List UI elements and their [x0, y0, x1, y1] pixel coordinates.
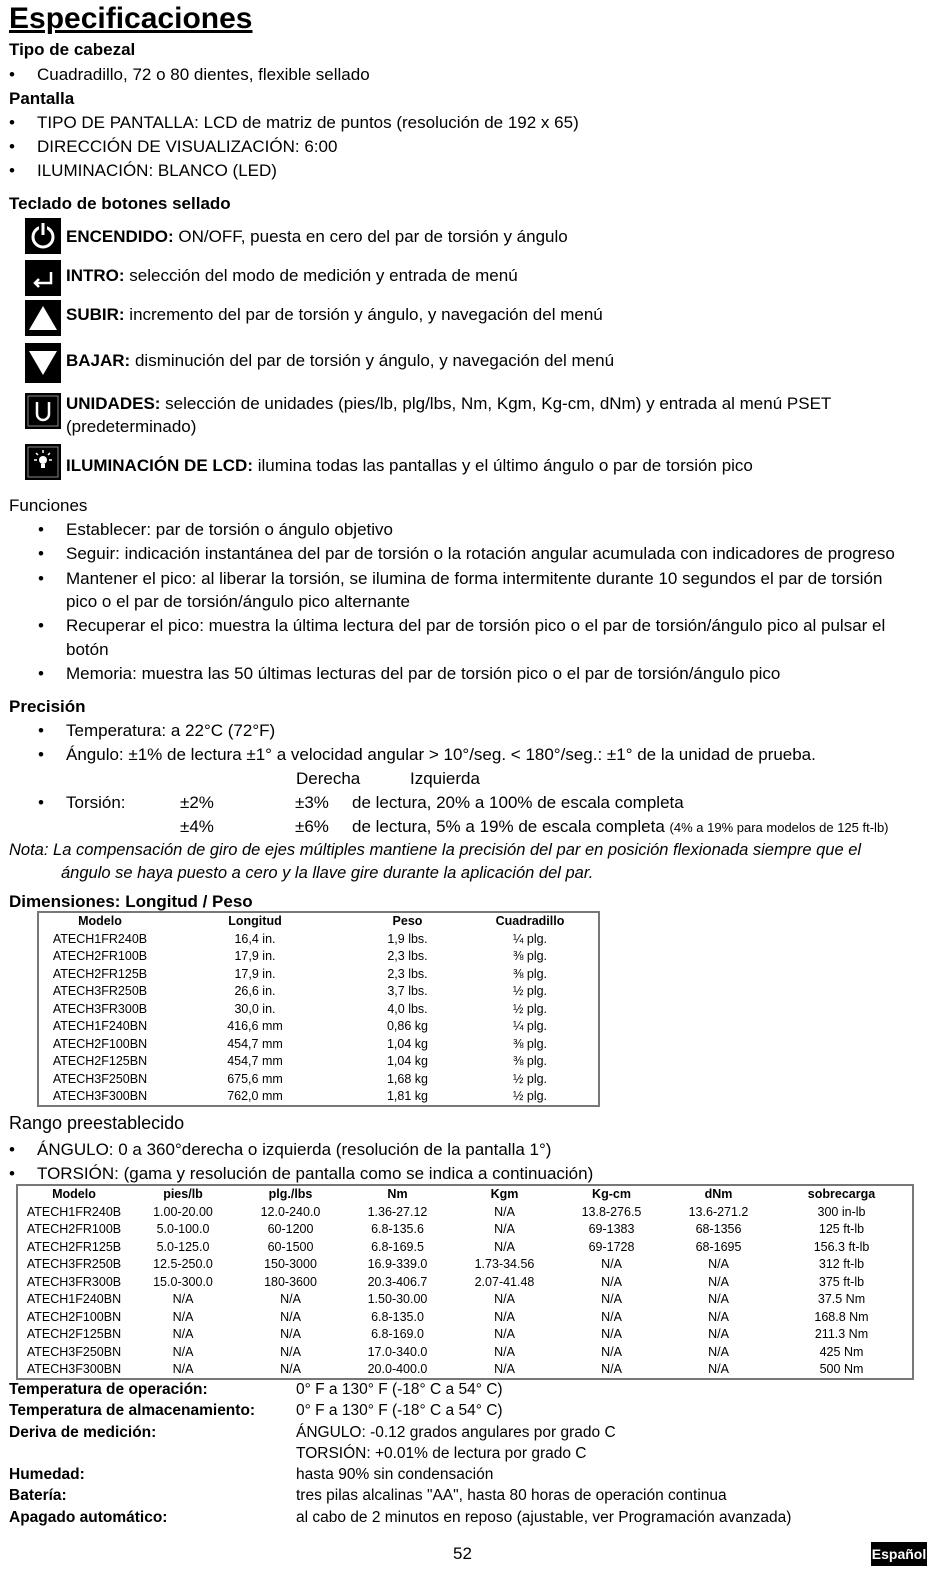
column-header: plg./lbs [268, 1187, 313, 1201]
torque-text-1: de lectura, 20% a 100% de escala completa [352, 793, 684, 812]
table-cell: 20.3-406.7 [367, 1274, 428, 1289]
list-item: • ÁNGULO: 0 a 360°derecha o izquierda (resolución de la pantalla 1°) [37, 1140, 551, 1160]
list-item: • Seguir: indicación instantánea del par de torsión o la rotación angular acumulada con indicadores de progreso [66, 544, 895, 564]
spec-label: Apagado automático: [9, 1509, 168, 1526]
table-cell: N/A [601, 1274, 622, 1289]
table-row [40, 966, 595, 984]
table-row [40, 1053, 595, 1071]
up-arrow-icon [25, 300, 61, 336]
list-item: • ILUMINACIÓN: BLANCO (LED) [37, 161, 277, 181]
table-cell: 156.3 ft-lb [813, 1239, 870, 1254]
head-type-heading: Tipo de cabezal [9, 40, 136, 59]
table-cell: ¼ plg. [512, 931, 548, 946]
table-cell: N/A [494, 1362, 515, 1376]
table-cell: 416,6 mm [227, 1019, 283, 1033]
down-arrow-icon [25, 343, 61, 383]
table-cell: 1.36-27.12 [367, 1204, 428, 1219]
table-cell: N/A [601, 1257, 622, 1271]
key-row-power: ENCENDIDO: ON/OFF, puesta en cero del par de torsión y ángulo [66, 227, 568, 246]
table-cell: 15.0-300.0 [153, 1274, 213, 1289]
table-cell: 762,0 mm [227, 1089, 283, 1103]
table-cell: 0,86 kg [386, 1019, 428, 1033]
table-cell: N/A [172, 1309, 194, 1324]
list-item: • Cuadradillo, 72 o 80 dientes, flexible sellado [37, 65, 370, 85]
table-cell: ½ plg. [512, 1001, 548, 1016]
table-header-row [19, 1186, 911, 1204]
table-row [40, 1018, 595, 1036]
table-cell: 1.73-34.56 [474, 1257, 535, 1271]
table-cell: ⅜ plg. [512, 949, 548, 963]
power-icon [25, 218, 61, 254]
table-cell: N/A [601, 1309, 622, 1324]
table-cell: 312 ft-lb [818, 1257, 865, 1271]
table-cell: 3,7 lbs. [387, 984, 428, 998]
table-header-row [40, 913, 595, 931]
table-row [19, 1344, 911, 1362]
dimensions-table [40, 913, 595, 1106]
table-cell: 12.5-250.0 [153, 1257, 213, 1271]
col-left-label: Izquierda [410, 769, 480, 788]
table-cell: 17,9 in. [234, 949, 276, 963]
table-cell: ATECH2F100BN [52, 1036, 148, 1051]
preset-table [19, 1186, 911, 1379]
table-cell: 180-3600 [264, 1274, 317, 1289]
table-cell: 4,0 lbs. [387, 1001, 428, 1016]
list-item: • Mantener el pico: al liberar la torsión, se ilumina de forma intermitente durante 10 segundos el par de torsión [66, 569, 882, 589]
torque-left-2: ±6% [295, 817, 329, 836]
table-cell: ATECH2F125BN [52, 1054, 148, 1068]
table-cell: 60-1500 [267, 1239, 314, 1254]
table-row [19, 1361, 911, 1379]
table-cell: ATECH2F125BN [26, 1327, 122, 1341]
table-cell: ATECH1F240BN [52, 1019, 148, 1033]
table-cell: N/A [280, 1362, 301, 1376]
table-cell: N/A [172, 1292, 194, 1306]
table-cell: 6.8-135.0 [371, 1309, 424, 1324]
table-cell: 6.8-135.6 [371, 1222, 424, 1236]
precision-heading: Precisión [9, 697, 86, 716]
table-cell: ATECH1FR240B [52, 931, 148, 946]
enter-icon [25, 260, 61, 296]
key-row-down: BAJAR: disminución del par de torsión y ángulo, y navegación del menú [66, 351, 615, 370]
table-cell: 1.00-20.00 [153, 1204, 213, 1219]
column-header: Kgm [490, 1187, 519, 1201]
torque-text-2: de lectura, 5% a 19% de escala completa (4% a 19% para modelos de 125 ft-lb) [352, 817, 889, 836]
table-row [40, 1036, 595, 1054]
note-line-2: ángulo se haya puesto a cero y la llave gire durante la aplicación del par. [61, 864, 594, 882]
table-row [40, 931, 595, 949]
table-cell: ATECH2FR100B [52, 949, 148, 963]
units-icon [25, 393, 61, 429]
table-cell: ⅜ plg. [512, 1054, 548, 1068]
spec-value: al cabo de 2 minutos en reposo (ajustable, ver Programación avanzada) [296, 1509, 792, 1526]
table-row [19, 1256, 911, 1274]
spec-label: Humedad: [9, 1466, 85, 1483]
table-cell: 16,4 in. [234, 931, 276, 946]
table-cell: ¼ plg. [512, 1019, 548, 1033]
column-header: sobrecarga [807, 1187, 876, 1201]
table-cell: 13.6-271.2 [688, 1204, 749, 1219]
table-cell: N/A [494, 1204, 515, 1219]
table-cell: 20.0-400.0 [367, 1362, 428, 1376]
table-cell: 6.8-169.5 [371, 1239, 424, 1254]
spec-label: Batería: [9, 1487, 67, 1504]
table-cell: ATECH3F250BN [26, 1344, 122, 1359]
torque-left-1: ±3% [295, 793, 329, 812]
spec-value: tres pilas alcalinas "AA", hasta 80 horas de operación continua [296, 1487, 727, 1504]
table-cell: ATECH1F240BN [26, 1292, 122, 1306]
table-cell: N/A [601, 1344, 622, 1359]
table-cell: 425 Nm [819, 1344, 864, 1359]
list-item: • DIRECCIÓN DE VISUALIZACIÓN: 6:00 [37, 137, 337, 157]
table-cell: 500 Nm [819, 1362, 864, 1376]
table-cell: ATECH2F100BN [26, 1309, 122, 1324]
column-header: pies/lb [163, 1187, 203, 1201]
spec-label: Deriva de medición: [9, 1424, 157, 1441]
table-cell: N/A [708, 1309, 729, 1324]
table-cell: ATECH2FR100B [26, 1222, 122, 1236]
table-cell: 375 ft-lb [818, 1274, 865, 1289]
table-cell: 1,04 kg [386, 1054, 428, 1068]
table-cell: N/A [494, 1292, 515, 1306]
key-row-up: SUBIR: incremento del par de torsión y ángulo, y navegación del menú [66, 305, 603, 324]
spec-label: Temperatura de operación: [9, 1381, 208, 1398]
display-heading: Pantalla [9, 89, 75, 108]
table-cell: N/A [494, 1309, 515, 1324]
table-cell: N/A [280, 1292, 301, 1306]
column-header: Nm [387, 1187, 408, 1201]
table-cell: 675,6 mm [227, 1071, 283, 1086]
table-cell: N/A [601, 1362, 622, 1376]
dimensions-heading: Dimensiones: Longitud / Peso [9, 892, 253, 911]
table-row [19, 1326, 911, 1344]
lcd-light-icon [25, 444, 61, 480]
table-cell: 17.0-340.0 [367, 1344, 428, 1359]
table-cell: N/A [172, 1327, 194, 1341]
table-cell: ATECH3FR250B [52, 984, 148, 998]
list-item: • Establecer: par de torsión o ángulo objetivo [66, 520, 393, 540]
key-row-units: UNIDADES: selección de unidades (pies/lb, plg/lbs, Nm, Kgm, Kg-cm, dNm) y entrada al menú PSET [66, 394, 832, 413]
table-row [19, 1274, 911, 1292]
table-cell: 454,7 mm [227, 1036, 283, 1051]
table-cell: N/A [280, 1344, 301, 1359]
table-cell: 26,6 in. [234, 984, 276, 998]
torque-right-2: ±4% [180, 817, 214, 836]
table-cell: 37.5 Nm [817, 1292, 866, 1306]
table-cell: ATECH3FR300B [52, 1001, 148, 1016]
table-cell: 6.8-169.0 [371, 1327, 424, 1341]
spec-value: TORSIÓN: +0.01% de lectura por grado C [296, 1445, 587, 1462]
table-cell: N/A [601, 1327, 622, 1341]
list-item: • Memoria: muestra las 50 últimas lecturas del par de torsión pico o el par de torsión/ángulo pico [66, 664, 780, 684]
table-row [19, 1239, 911, 1257]
table-cell: N/A [172, 1362, 194, 1376]
table-cell: N/A [708, 1344, 729, 1359]
table-cell: N/A [708, 1362, 729, 1376]
table-cell: 60-1200 [267, 1222, 314, 1236]
keypad-heading: Teclado de botones sellado [9, 194, 231, 213]
table-cell: 2,3 lbs. [387, 949, 428, 963]
table-cell: ½ plg. [512, 1089, 548, 1103]
table-cell: ⅜ plg. [512, 966, 548, 981]
table-cell: ATECH3F250BN [52, 1071, 148, 1086]
table-cell: N/A [708, 1327, 729, 1341]
table-cell: 30,0 in. [234, 1001, 276, 1016]
table-row [40, 1088, 595, 1106]
functions-heading: Funciones [9, 496, 88, 515]
spec-value: 0° F a 130° F (-18° C a 54° C) [296, 1381, 503, 1398]
key-row-units-cont: (predeterminado) [66, 417, 197, 436]
table-cell: ½ plg. [512, 984, 548, 998]
table-cell: ATECH3FR250B [26, 1257, 122, 1271]
table-cell: ATECH3FR300B [26, 1274, 122, 1289]
table-row [19, 1291, 911, 1309]
table-cell: 68-1695 [695, 1239, 742, 1254]
table-cell: N/A [494, 1239, 515, 1254]
table-cell: 454,7 mm [227, 1054, 283, 1068]
table-cell: 1,68 kg [386, 1071, 428, 1086]
table-row [40, 1071, 595, 1089]
table-cell: ATECH3F300BN [26, 1362, 122, 1376]
table-cell: 1.50-30.00 [367, 1292, 428, 1306]
table-cell: 211.3 Nm [814, 1327, 869, 1341]
table-cell: N/A [494, 1327, 515, 1341]
table-cell: N/A [280, 1309, 301, 1324]
table-cell: ATECH3F300BN [52, 1089, 148, 1103]
column-header: dNm [704, 1187, 733, 1201]
table-cell: 150-3000 [264, 1257, 317, 1271]
table-cell: ATECH2FR125B [26, 1239, 122, 1254]
list-item: • TIPO DE PANTALLA: LCD de matriz de puntos (resolución de 192 x 65) [37, 113, 579, 133]
language-badge: Español [871, 1542, 927, 1566]
table-row [40, 1001, 595, 1019]
column-header: Cuadradillo [495, 914, 565, 928]
table-cell: 300 in-lb [817, 1204, 866, 1219]
list-item: • TORSIÓN: (gama y resolución de pantalla como se indica a continuación) [37, 1164, 593, 1184]
table-cell: N/A [494, 1344, 515, 1359]
table-cell: N/A [601, 1292, 622, 1306]
table-cell: 168.8 Nm [814, 1309, 869, 1324]
table-cell: 68-1356 [695, 1222, 742, 1236]
table-cell: 1,9 lbs. [387, 931, 428, 946]
table-cell: N/A [708, 1257, 729, 1271]
table-cell: 2,3 lbs. [387, 966, 428, 981]
table-row [40, 983, 595, 1001]
key-row-lcd: ILUMINACIÓN DE LCD: ilumina todas las pantallas y el último ángulo o par de torsión pico [66, 456, 753, 475]
column-header: Modelo [78, 914, 122, 928]
table-cell: 125 ft-lb [818, 1222, 865, 1236]
column-header: Peso [392, 914, 423, 928]
table-cell: N/A [708, 1274, 729, 1289]
table-row [19, 1309, 911, 1327]
page-number: 52 [453, 1544, 472, 1563]
table-cell: 17,9 in. [234, 966, 276, 981]
table-cell: ½ plg. [512, 1071, 548, 1086]
list-item-cont: pico o el par de torsión/ángulo pico alternante [66, 592, 411, 611]
table-cell: 2.07-41.48 [474, 1274, 535, 1289]
table-row [40, 948, 595, 966]
table-cell: 13.8-276.5 [581, 1204, 642, 1219]
list-item: • Temperatura: a 22°C (72°F) [66, 721, 275, 741]
torque-right-1: ±2% [180, 793, 214, 812]
spec-value: 0° F a 130° F (-18° C a 54° C) [296, 1402, 503, 1419]
table-cell: 1,04 kg [386, 1036, 428, 1051]
table-cell: ATECH1FR240B [26, 1204, 122, 1219]
table-cell: ATECH2FR125B [52, 966, 148, 981]
page-title: Especificaciones [9, 2, 253, 35]
table-cell: ⅜ plg. [512, 1036, 548, 1051]
table-cell: 5.0-125.0 [156, 1239, 210, 1254]
table-row [19, 1221, 911, 1239]
spec-value: hasta 90% sin condensación [296, 1466, 494, 1483]
column-header: Modelo [52, 1187, 96, 1201]
spec-label: Temperatura de almacenamiento: [9, 1402, 256, 1419]
table-cell: 12.0-240.0 [260, 1204, 321, 1219]
table-cell: N/A [280, 1327, 301, 1341]
key-row-enter: INTRO: selección del modo de medición y entrada de menú [66, 266, 518, 285]
list-item: • Recuperar el pico: muestra la última lectura del par de torsión pico o el par de torsión/ángulo pico al pulsar el [66, 616, 885, 636]
table-cell: 69-1383 [588, 1222, 635, 1236]
note-line-1: Nota: La compensación de giro de ejes múltiples mantiene la precisión del par en posición flexionada siempre que el [9, 841, 862, 859]
list-item: • Ángulo: ±1% de lectura ±1° a velocidad angular > 10°/seg. < 180°/seg.: ±1° de la unidad de prueba. [66, 745, 816, 765]
table-cell: N/A [494, 1222, 515, 1236]
table-cell: 5.0-100.0 [156, 1222, 210, 1236]
table-cell: N/A [172, 1344, 194, 1359]
column-header: Kg-cm [592, 1187, 631, 1201]
table-cell: 16.9-339.0 [367, 1257, 428, 1271]
torque-label: • Torsión: [66, 793, 126, 813]
preset-heading: Rango preestablecido [9, 1113, 185, 1133]
table-cell: N/A [708, 1292, 729, 1306]
table-cell: 69-1728 [588, 1239, 635, 1254]
table-row [19, 1204, 911, 1222]
list-item-cont: botón [66, 640, 109, 659]
col-right-label: Derecha [296, 769, 361, 788]
table-cell: 1,81 kg [386, 1089, 428, 1103]
spec-value: ÁNGULO: -0.12 grados angulares por grado C [296, 1424, 616, 1441]
column-header: Longitud [228, 914, 282, 928]
